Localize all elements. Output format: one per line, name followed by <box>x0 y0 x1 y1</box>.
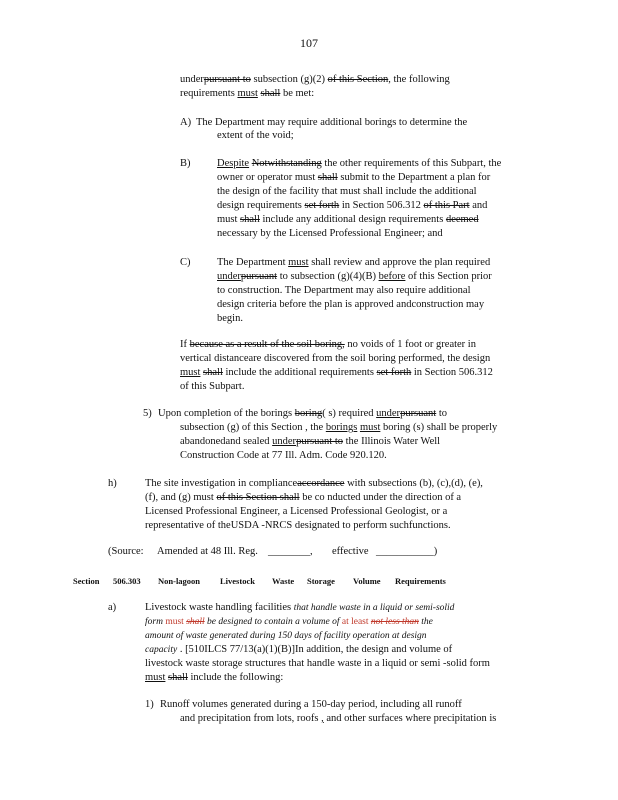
item-a-upper-line-2: extent of the void; <box>217 130 294 141</box>
item-1-line-1: Runoff volumes generated during a 150-day period, including all runoff <box>160 699 462 710</box>
section-word: Section <box>73 576 100 586</box>
item-a-line-1: Livestock waste handling facilities that handle waste in a liquid or semi-solid <box>145 602 455 613</box>
item-a-line-5: livestock waste storage structures that handle waste in a liquid or semi -solid form <box>145 658 490 669</box>
source-amended: Amended at 48 Ill. Reg. <box>157 546 258 557</box>
item-1-label: 1) <box>145 699 154 710</box>
section-title-word: Waste <box>272 576 295 586</box>
section-title-word: Volume <box>353 576 381 586</box>
source-label: (Source: <box>108 546 144 557</box>
if-para-line-2: vertical distanceare discovered from the soil boring performed, the design <box>180 353 491 364</box>
item-h-line-3: Licensed Professional Engineer, a Licensed Professional Geologist, or a <box>145 506 448 517</box>
item-5-line-3: abandonedand sealed underpursuant to the Illinois Water Well <box>180 436 441 447</box>
item-c-line-2: underpursuant to subsection (g)(4)(B) before of this Section prior <box>217 271 492 282</box>
item-h-line-4: representative of theUSDA -NRCS designated to perform suchfunctions. <box>145 520 451 531</box>
if-para-line-4: of this Subpart. <box>180 381 245 392</box>
item-a-line-2: form must shall be designed to contain a volume of at least not less than the <box>145 617 433 627</box>
item-h-line-1: The site investigation in complianceaccordance with subsections (b), (c),(d), (e), <box>145 478 483 489</box>
page-number: 107 <box>300 36 318 50</box>
section-title-word: Storage <box>307 576 335 586</box>
item-b-line-5: must shall include any additional design requirements deemed <box>217 214 479 225</box>
item-b-line-2: owner or operator must shall submit to the Department a plan for <box>217 172 491 183</box>
section-number: 506.303 <box>113 576 141 586</box>
item-5-line-4: Construction Code at 77 Ill. Adm. Code 920.120. <box>180 450 387 461</box>
item-b-line-3: the design of the facility that must shall include the additional <box>217 186 477 197</box>
if-para-line-3: must shall include the additional requirements set forth in Section 506.312 <box>180 367 493 378</box>
item-h-label: h) <box>108 478 117 489</box>
item-c-label: C) <box>180 257 191 268</box>
item-b-line-6: necessary by the Licensed Professional Engineer; and <box>217 228 443 239</box>
item-c-line-4: design criteria before the plan is approved andconstruction may <box>217 299 485 310</box>
item-a-line-4: capacity . [510ILCS 77/13(a)(1)(B)]In addition, the design and volume of <box>145 644 453 655</box>
item-a-line-3: amount of waste generated during 150 days of facility operation at design <box>145 631 427 641</box>
item-5-line-2: subsection (g) of this Section , the borings must boring (s) shall be properly <box>180 422 498 433</box>
item-5-label: 5) <box>143 408 152 419</box>
source-reg-blank: ________, <box>268 546 313 557</box>
item-b-line-1: Despite Notwithstanding the other requirements of this Subpart, the <box>217 158 502 169</box>
item-b-line-4: design requirements set forth in Section 506.312 of this Part and <box>217 200 488 211</box>
item-c-line-5: begin. <box>217 313 243 324</box>
item-a-upper-label: A) <box>180 117 192 128</box>
item-a-upper-line-1: The Department may require additional borings to determine the <box>196 117 468 128</box>
item-b-label: B) <box>180 158 191 169</box>
section-title-word: Requirements <box>395 576 446 586</box>
item-5-line-1: Upon completion of the borings boring( s) required underpursuant to <box>158 408 448 419</box>
if-para-line-1: If because as a result of the soil boring, no voids of 1 foot or greater in <box>180 339 476 350</box>
intro-line-1: underpursuant to subsection (g)(2) of this Section, the following <box>180 74 450 85</box>
item-a-line-6: must shall include the following: <box>145 672 284 683</box>
source-date-blank: ___________) <box>376 546 438 557</box>
item-1-line-2: and precipitation from lots, roofs , and other surfaces where precipitation is <box>180 713 497 724</box>
item-c-line-3: to construction. The Department may also require additional <box>217 285 471 296</box>
intro-line-2: requirements must shall be met: <box>180 88 315 99</box>
item-a-label: a) <box>108 602 117 613</box>
item-h-line-2: (f), and (g) must of this Section shall be co nducted under the direction of a <box>145 492 462 503</box>
section-title-word: Non-lagoon <box>158 576 201 586</box>
source-effective: effective <box>332 546 369 557</box>
item-c-line-1: The Department must shall review and approve the plan required <box>217 257 491 268</box>
section-title-word: Livestock <box>220 576 255 586</box>
